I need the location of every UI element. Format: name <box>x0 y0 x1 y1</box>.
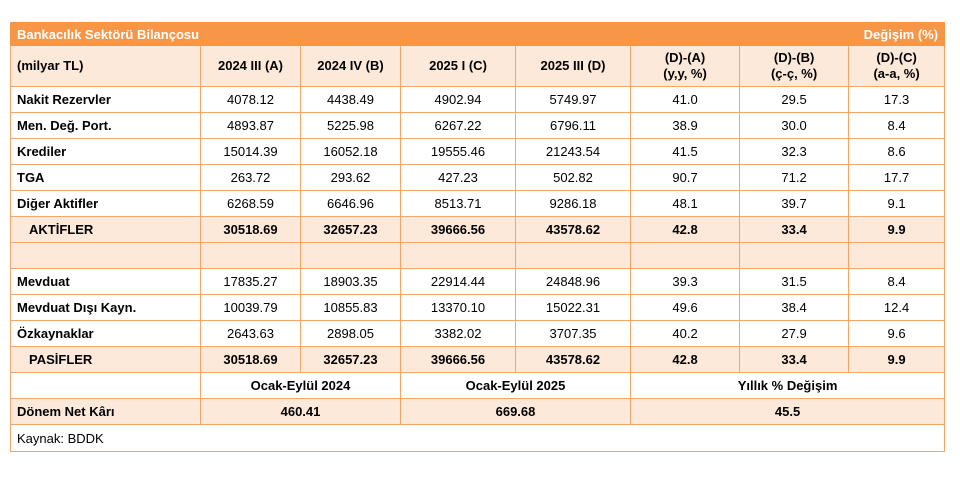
source-row <box>11 425 945 452</box>
profit-period-row <box>11 373 945 399</box>
cell: 9.9 <box>849 347 945 373</box>
cell: 41.0 <box>631 87 740 113</box>
cell: 8513.71 <box>401 191 516 217</box>
spacer-cell <box>11 243 201 269</box>
col-header-2024-iv: 2024 IV (B) <box>301 46 401 87</box>
col-header-2024-iii: 2024 III (A) <box>201 46 301 87</box>
cell: 38.9 <box>631 113 740 139</box>
cell: 27.9 <box>740 321 849 347</box>
title-row <box>11 23 945 46</box>
cell: 8.4 <box>849 269 945 295</box>
cell: 32.3 <box>740 139 849 165</box>
spacer-cell <box>401 243 516 269</box>
cell: 5225.98 <box>301 113 401 139</box>
cell: 10855.83 <box>301 295 401 321</box>
col-header-yoy-line2: (y,y, %) <box>663 66 707 81</box>
row-label: Men. Değ. Port. <box>11 113 201 139</box>
cell: 39666.56 <box>401 217 516 243</box>
row-label: TGA <box>11 165 201 191</box>
source-note: Kaynak: BDDK <box>11 425 945 452</box>
table-row <box>11 87 945 113</box>
col-header-yoy <box>631 46 740 87</box>
spacer-cell <box>631 243 740 269</box>
row-label: Diğer Aktifler <box>11 191 201 217</box>
spacer-cell <box>849 243 945 269</box>
col-header-qoq-line2: (ç-ç, %) <box>770 66 818 81</box>
col-header-qoq-line1: (D)-(B) <box>773 50 815 65</box>
cell: 4893.87 <box>201 113 301 139</box>
table-title: Bankacılık Sektörü Bilançosu <box>11 23 740 46</box>
cell: 263.72 <box>201 165 301 191</box>
table-row <box>11 295 945 321</box>
cell: 39.3 <box>631 269 740 295</box>
net-profit-row <box>11 399 945 425</box>
col-header-2025-iii: 2025 III (D) <box>516 46 631 87</box>
cell: 49.6 <box>631 295 740 321</box>
spacer-cell <box>516 243 631 269</box>
col-header-mom-line1: (D)-(C) <box>876 50 917 65</box>
cell: 10039.79 <box>201 295 301 321</box>
cell: 43578.62 <box>516 347 631 373</box>
cell: 13370.10 <box>401 295 516 321</box>
cell: 12.4 <box>849 295 945 321</box>
cell: 39.7 <box>740 191 849 217</box>
net-profit-2025: 669.68 <box>401 399 631 425</box>
cell: 42.8 <box>631 217 740 243</box>
cell: 90.7 <box>631 165 740 191</box>
header-row <box>11 46 945 87</box>
cell: 30518.69 <box>201 217 301 243</box>
period-2024: Ocak-Eylül 2024 <box>201 373 401 399</box>
col-header-mom <box>849 46 945 87</box>
empty-cell <box>11 373 201 399</box>
col-header-2025-i: 2025 I (C) <box>401 46 516 87</box>
net-profit-2024: 460.41 <box>201 399 401 425</box>
cell: 9286.18 <box>516 191 631 217</box>
table-row <box>11 139 945 165</box>
cell: 9.1 <box>849 191 945 217</box>
col-header-yoy-line1: (D)-(A) <box>664 50 706 65</box>
cell: 9.6 <box>849 321 945 347</box>
cell: 48.1 <box>631 191 740 217</box>
table-row <box>11 269 945 295</box>
cell: 40.2 <box>631 321 740 347</box>
row-label: Özkaynaklar <box>11 321 201 347</box>
row-label: Nakit Rezervler <box>11 87 201 113</box>
row-label: AKTİFLER <box>11 217 201 243</box>
cell: 17.7 <box>849 165 945 191</box>
cell: 33.4 <box>740 217 849 243</box>
cell: 5749.97 <box>516 87 631 113</box>
cell: 71.2 <box>740 165 849 191</box>
row-label: Mevduat <box>11 269 201 295</box>
cell: 30.0 <box>740 113 849 139</box>
cell: 502.82 <box>516 165 631 191</box>
period-2025: Ocak-Eylül 2025 <box>401 373 631 399</box>
cell: 38.4 <box>740 295 849 321</box>
table-row <box>11 113 945 139</box>
spacer-cell <box>740 243 849 269</box>
cell: 42.8 <box>631 347 740 373</box>
cell: 17.3 <box>849 87 945 113</box>
cell: 293.62 <box>301 165 401 191</box>
row-label: Dönem Net Kârı <box>11 399 201 425</box>
cell: 39666.56 <box>401 347 516 373</box>
unit-header: (milyar TL) <box>11 46 201 87</box>
cell: 4902.94 <box>401 87 516 113</box>
cell: 4078.12 <box>201 87 301 113</box>
cell: 32657.23 <box>301 217 401 243</box>
assets-total-row <box>11 217 945 243</box>
col-header-mom-line2: (a-a, %) <box>873 66 920 81</box>
cell: 3382.02 <box>401 321 516 347</box>
cell: 6268.59 <box>201 191 301 217</box>
cell: 31.5 <box>740 269 849 295</box>
cell: 4438.49 <box>301 87 401 113</box>
balance-sheet-table-container <box>10 22 944 452</box>
cell: 33.4 <box>740 347 849 373</box>
cell: 43578.62 <box>516 217 631 243</box>
cell: 16052.18 <box>301 139 401 165</box>
cell: 17835.27 <box>201 269 301 295</box>
cell: 29.5 <box>740 87 849 113</box>
spacer-cell <box>301 243 401 269</box>
cell: 8.4 <box>849 113 945 139</box>
cell: 8.6 <box>849 139 945 165</box>
net-profit-change: 45.5 <box>631 399 945 425</box>
cell: 6267.22 <box>401 113 516 139</box>
cell: 19555.46 <box>401 139 516 165</box>
liabilities-total-row <box>11 347 945 373</box>
cell: 21243.54 <box>516 139 631 165</box>
cell: 6796.11 <box>516 113 631 139</box>
table-row <box>11 321 945 347</box>
cell: 9.9 <box>849 217 945 243</box>
cell: 32657.23 <box>301 347 401 373</box>
row-label: Mevduat Dışı Kayn. <box>11 295 201 321</box>
cell: 427.23 <box>401 165 516 191</box>
row-label: PASİFLER <box>11 347 201 373</box>
balance-sheet-table <box>10 22 945 452</box>
period-change: Yıllık % Değişim <box>631 373 945 399</box>
col-header-qoq <box>740 46 849 87</box>
cell: 2643.63 <box>201 321 301 347</box>
cell: 22914.44 <box>401 269 516 295</box>
cell: 18903.35 <box>301 269 401 295</box>
cell: 6646.96 <box>301 191 401 217</box>
cell: 15022.31 <box>516 295 631 321</box>
cell: 2898.05 <box>301 321 401 347</box>
row-label: Krediler <box>11 139 201 165</box>
cell: 24848.96 <box>516 269 631 295</box>
change-header: Değişim (%) <box>740 23 945 46</box>
cell: 41.5 <box>631 139 740 165</box>
cell: 30518.69 <box>201 347 301 373</box>
table-row <box>11 165 945 191</box>
spacer-row <box>11 243 945 269</box>
cell: 15014.39 <box>201 139 301 165</box>
spacer-cell <box>201 243 301 269</box>
cell: 3707.35 <box>516 321 631 347</box>
table-row <box>11 191 945 217</box>
